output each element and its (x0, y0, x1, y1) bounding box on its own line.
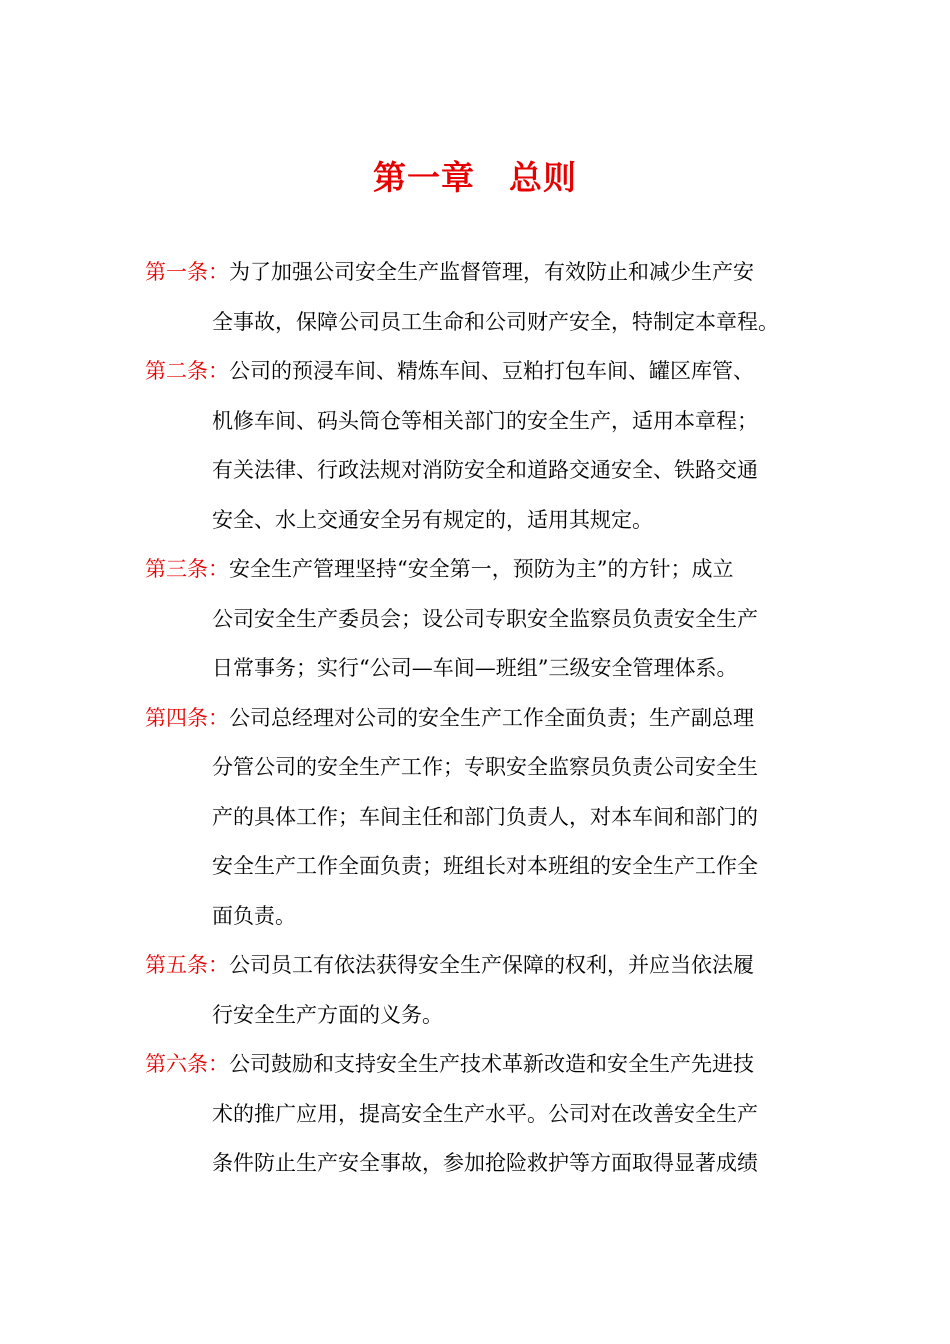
article-label: 第四条 (145, 705, 208, 730)
article-text-line: 全事故，保障公司员工生命和公司财产安全，特制定本章程。 (212, 309, 779, 334)
article-label: 第一条 (145, 260, 208, 284)
article-text-line: 安全、水上交通安全另有规定的，适用其规定。 (212, 507, 653, 532)
article-text-line: 有关法律、行政法规对消防安全和道路交通安全、铁路交通 (212, 458, 758, 482)
chapter-number: 第一章 (373, 158, 475, 197)
article-text-line: 条件防止生产安全事故，参加抢险救护等方面取得显著成绩 (212, 1151, 758, 1175)
article-6: 第六条：公司鼓励和支持安全生产技术革新改造和安全生产先进技 术的推广应用，提高安全生产水平。公司对在改善安全生产 条件防止生产安全事故，参加抢险救护等方面取得显著成绩 (0, 1040, 950, 1189)
article-label: 第六条 (145, 1052, 208, 1076)
article-text-line: 公司鼓励和支持安全生产技术革新改造和安全生产先进技 (229, 1052, 754, 1076)
article-text-line: 日常事务；实行“公司—车间—班组”三级安全管理体系。 (212, 656, 738, 680)
article-5: 第五条：公司员工有依法获得安全生产保障的权利，并应当依法履 行安全生产方面的义务。 (0, 941, 950, 1040)
article-text-line: 公司总经理对公司的安全生产工作全面负责；生产副总理 (229, 705, 754, 730)
article-list (0, 248, 950, 1189)
article-text-line: 机修车间、码头筒仓等相关部门的安全生产，适用本章程； (212, 408, 758, 433)
chapter-title (0, 152, 950, 204)
article-text-line: 公司安全生产委员会；设公司专职安全监察员负责安全生产 (212, 606, 758, 631)
article-text-line: 行安全生产方面的义务。 (212, 1002, 443, 1027)
article-2: 第二条：公司的预浸车间、精炼车间、豆粕打包车间、罐区库管、 机修车间、码头筒仓等相关部门的安全生产，适用本章程； 有关法律、行政法规对消防安全和道路交通安全、铁路交通 安全、水上交通安全另有规定的，适用其规定。 (0, 347, 950, 545)
article-text-line: 产的具体工作；车间主任和部门负责人，对本车间和部门的 (212, 804, 758, 829)
article-text-line: 公司员工有依法获得安全生产保障的权利，并应当依法履 (229, 953, 754, 977)
article-label: 第二条 (145, 359, 208, 383)
article-label: 第五条 (145, 953, 208, 977)
article-1: 第一条：为了加强公司安全生产监督管理，有效防止和减少生产安 全事故，保障公司员工生命和公司财产安全，特制定本章程。 (0, 248, 950, 347)
article-text-line: 分管公司的安全生产工作；专职安全监察员负责公司安全生 (212, 755, 758, 779)
chapter-name: 总则 (509, 158, 577, 197)
article-label: 第三条 (145, 557, 208, 581)
article-text-line: 安全生产管理坚持“安全第一，预防为主”的方针；成立 (229, 557, 734, 581)
article-text-line: 安全生产工作全面负责；班组长对本班组的安全生产工作全 (212, 854, 758, 878)
article-4: 第四条：公司总经理对公司的安全生产工作全面负责；生产副总理 分管公司的安全生产工作；专职安全监察员负责公司安全生 产的具体工作；车间主任和部门负责人，对本车间和部门的 安全生产工作全面负责；班组长对本班组的安全生产工作全 面负责。 (0, 694, 950, 942)
article-text-line: 面负责。 (212, 903, 296, 928)
article-text-line: 术的推广应用，提高安全生产水平。公司对在改善安全生产 (212, 1101, 758, 1126)
article-3: 第三条：安全生产管理坚持“安全第一，预防为主”的方针；成立 公司安全生产委员会；设公司专职安全监察员负责安全生产 日常事务；实行“公司—车间—班组”三级安全管理体系。 (0, 545, 950, 694)
article-text-line: 公司的预浸车间、精炼车间、豆粕打包车间、罐区库管、 (229, 359, 754, 383)
article-text-line: 为了加强公司安全生产监督管理，有效防止和减少生产安 (229, 260, 754, 284)
